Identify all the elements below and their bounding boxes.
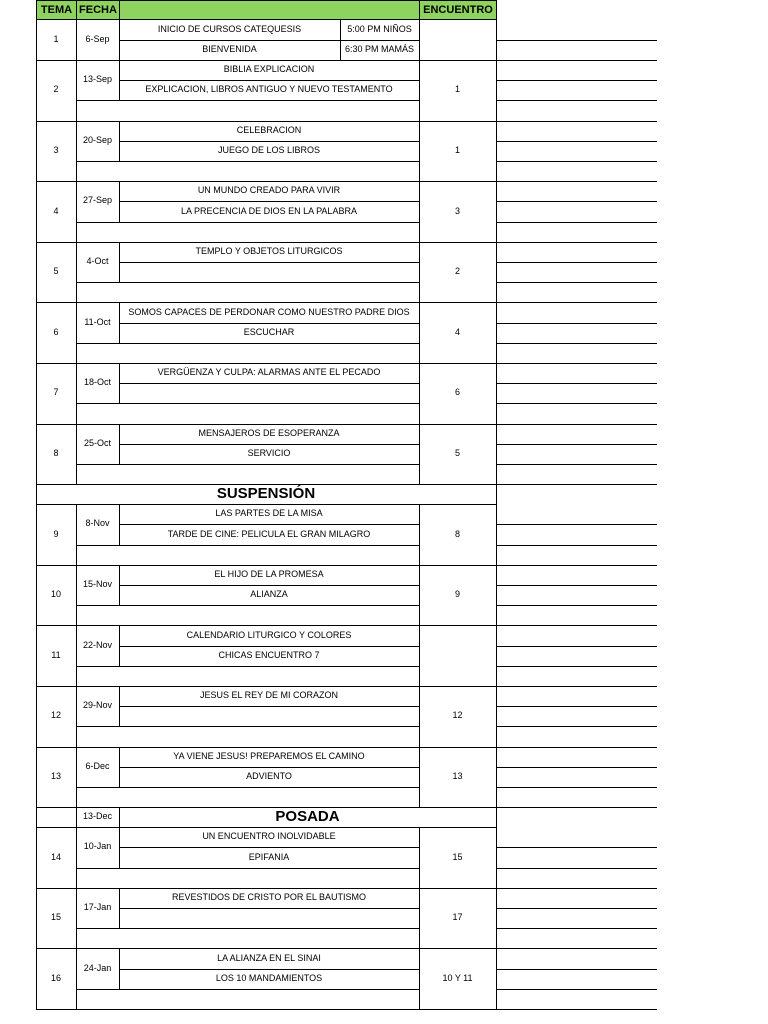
grid-line xyxy=(76,242,77,303)
grid-line xyxy=(76,787,419,788)
grid-line xyxy=(119,565,120,605)
grid-line xyxy=(496,262,657,263)
activity-line-2: LOS 10 MANDAMIENTOS xyxy=(215,972,323,983)
grid-line xyxy=(119,444,419,445)
grid-line xyxy=(419,948,420,1009)
fecha-cell: 25-Oct xyxy=(83,437,111,448)
grid-line xyxy=(119,767,419,768)
grid-line xyxy=(419,20,420,60)
activity-line-2: TARDE DE CINE: PELICULA EL GRAN MILAGRO xyxy=(167,528,371,539)
activity-line-2 xyxy=(119,706,419,726)
fecha-cell: 27-Sep xyxy=(82,195,113,206)
grid-line xyxy=(419,60,420,121)
grid-line xyxy=(119,706,419,707)
grid-line xyxy=(36,424,496,425)
grid-line xyxy=(76,888,77,949)
grid-line xyxy=(496,666,657,667)
grid-line xyxy=(76,605,419,606)
grid-line xyxy=(119,424,120,464)
activity-line-1: CALENDARIO LITURGICO Y COLORES xyxy=(186,629,352,640)
grid-line xyxy=(419,565,420,626)
fecha-cell: 13-Sep xyxy=(82,74,113,85)
grid-line xyxy=(36,242,496,243)
activity-line-2: CHICAS ENCUENTRO 7 xyxy=(218,649,320,660)
grid-line xyxy=(419,747,420,808)
grid-line xyxy=(119,504,120,544)
grid-line xyxy=(36,504,496,505)
grid-line xyxy=(119,847,419,848)
grid-line xyxy=(36,565,496,566)
activity-line-1: SOMOS CAPACES DE PERDONAR COMO NUESTRO PADRE DIOS xyxy=(128,306,410,317)
grid-line xyxy=(496,323,657,324)
grid-line xyxy=(76,20,77,60)
grid-line xyxy=(496,242,657,243)
tema-cell: 15 xyxy=(50,912,61,923)
tema-cell: 1 xyxy=(53,34,59,45)
grid-line xyxy=(419,302,420,363)
activity-line-1: LAS PARTES DE LA MISA xyxy=(215,508,323,519)
grid-line xyxy=(496,928,657,929)
activity-line-2 xyxy=(119,383,419,403)
grid-line xyxy=(496,747,657,748)
activity-line-2: ADVIENTO xyxy=(246,770,292,781)
tema-cell: 16 xyxy=(50,972,61,983)
tema-cell: 4 xyxy=(53,205,59,216)
grid-line xyxy=(76,625,77,686)
grid-line xyxy=(496,948,657,949)
encuentro-cell: 15 xyxy=(452,851,463,862)
grid-line xyxy=(76,60,77,121)
grid-line xyxy=(496,807,657,808)
grid-line xyxy=(496,1009,657,1010)
grid-line xyxy=(496,161,657,162)
grid-line xyxy=(119,585,419,586)
fecha-cell: 24-Jan xyxy=(83,962,112,973)
tema-cell: 3 xyxy=(53,144,59,155)
encuentro-cell xyxy=(419,20,496,60)
activity-line-1: EL HIJO DE LA PROMESA xyxy=(214,568,324,579)
grid-line xyxy=(119,686,120,726)
activity-line-2: ESCUCHAR xyxy=(243,326,295,337)
encuentro-cell: 3 xyxy=(454,205,460,216)
grid-line xyxy=(36,948,496,949)
grid-line xyxy=(36,807,496,808)
grid-line xyxy=(76,464,419,465)
grid-line xyxy=(36,625,496,626)
grid-line xyxy=(119,524,419,525)
grid-line xyxy=(496,969,657,970)
grid-line xyxy=(419,363,420,424)
grid-line xyxy=(76,222,419,223)
grid-line xyxy=(496,121,657,122)
grid-line xyxy=(419,424,420,485)
grid-line xyxy=(496,726,657,727)
grid-line xyxy=(496,484,657,485)
grid-line xyxy=(496,444,657,445)
grid-line xyxy=(496,181,657,182)
grid-line xyxy=(496,646,657,647)
grid-line xyxy=(496,565,657,566)
encuentro-cell: 1 xyxy=(454,144,460,155)
grid-line xyxy=(76,948,77,1009)
grid-line xyxy=(419,121,420,182)
tema-cell: 5 xyxy=(53,266,59,277)
grid-line xyxy=(36,1009,496,1010)
tema-cell: 14 xyxy=(50,851,61,862)
grid-line xyxy=(496,302,657,303)
grid-line xyxy=(119,80,419,81)
fecha-cell: 18-Oct xyxy=(83,377,111,388)
grid-line xyxy=(119,20,120,60)
activity-line-1: CELEBRACION xyxy=(236,124,302,135)
grid-line xyxy=(119,60,120,100)
encuentro-cell xyxy=(419,625,496,686)
grid-line xyxy=(119,969,419,970)
encuentro-cell: 9 xyxy=(454,589,460,600)
activity-line-2: ALIANZA xyxy=(250,589,288,600)
time-cell: 5:00 PM NIÑOS xyxy=(347,24,412,35)
section-suspension: SUSPENSIÓN xyxy=(216,484,316,502)
grid-line xyxy=(119,363,120,403)
grid-line xyxy=(340,20,341,60)
grid-line xyxy=(36,827,496,828)
fecha-cell: 22-Nov xyxy=(82,639,112,650)
encuentro-cell: 4 xyxy=(454,326,460,337)
grid-line xyxy=(119,383,419,384)
fecha-cell: 6-Dec xyxy=(85,760,110,771)
tema-cell: 10 xyxy=(50,589,61,600)
grid-line xyxy=(76,868,419,869)
activity-line-1: UN MUNDO CREADO PARA VIVIR xyxy=(197,185,341,196)
grid-line xyxy=(76,989,419,990)
grid-line xyxy=(496,40,657,41)
grid-line xyxy=(496,0,497,1009)
tema-cell: 12 xyxy=(50,710,61,721)
grid-line xyxy=(76,403,419,404)
encuentro-cell: 2 xyxy=(454,266,460,277)
grid-line xyxy=(36,0,37,1009)
grid-line xyxy=(496,908,657,909)
grid-line xyxy=(36,60,496,61)
grid-line xyxy=(36,181,496,182)
grid-line xyxy=(496,363,657,364)
activity-line-2: JUEGO DE LOS LIBROS xyxy=(217,144,321,155)
activity-line-2: EXPLICACION, LIBROS ANTIGUO Y NUEVO TESTAMENTO xyxy=(145,84,393,95)
encuentro-cell: 12 xyxy=(452,710,463,721)
grid-line xyxy=(496,403,657,404)
tema-cell: 8 xyxy=(53,447,59,458)
grid-line xyxy=(36,302,496,303)
activity-line-2 xyxy=(119,908,419,928)
grid-line xyxy=(119,908,419,909)
encuentro-cell: 1 xyxy=(454,84,460,95)
grid-line xyxy=(496,625,657,626)
header-fecha: FECHA xyxy=(76,0,120,20)
fecha-cell: 6-Sep xyxy=(85,34,110,45)
grid-line xyxy=(419,686,420,747)
grid-line xyxy=(76,161,419,162)
grid-line xyxy=(76,100,419,101)
grid-line xyxy=(36,121,496,122)
grid-line xyxy=(76,343,419,344)
activity-line-1: INICIO DE CURSOS CATEQUESIS xyxy=(157,24,302,35)
tema-cell: 9 xyxy=(53,528,59,539)
grid-line xyxy=(119,747,120,787)
grid-line xyxy=(496,524,657,525)
grid-line xyxy=(496,989,657,990)
tema-cell: 11 xyxy=(51,649,61,660)
grid-line xyxy=(76,666,419,667)
encuentro-cell: 10 Y 11 xyxy=(442,972,473,983)
fecha-cell: 11-Oct xyxy=(84,316,111,327)
grid-line xyxy=(36,686,496,687)
encuentro-cell: 5 xyxy=(454,447,460,458)
grid-line xyxy=(496,767,657,768)
grid-line xyxy=(496,545,657,546)
fecha-cell: 17-Jan xyxy=(83,902,112,913)
fecha-cell: 4-Oct xyxy=(86,256,109,267)
tema-cell: 6 xyxy=(53,326,59,337)
grid-line xyxy=(76,807,77,827)
grid-line xyxy=(419,827,420,888)
grid-line xyxy=(496,706,657,707)
grid-line xyxy=(76,928,419,929)
header-title xyxy=(119,0,420,20)
tema-cell: 2 xyxy=(53,84,59,95)
grid-line xyxy=(496,686,657,687)
activity-line-1: MENSAJEROS DE ESOPERANZA xyxy=(198,427,340,438)
grid-line xyxy=(76,726,419,727)
grid-line xyxy=(119,827,120,867)
grid-line xyxy=(496,100,657,101)
grid-line xyxy=(119,948,120,988)
grid-line xyxy=(76,686,77,747)
grid-line xyxy=(76,282,419,283)
encuentro-cell: 8 xyxy=(454,528,460,539)
grid-line xyxy=(496,282,657,283)
grid-line xyxy=(76,565,77,626)
grid-line xyxy=(496,141,657,142)
grid-line xyxy=(496,343,657,344)
grid-line xyxy=(76,747,77,808)
activity-line-1: YA VIENE JESUS! PREPAREMOS EL CAMINO xyxy=(173,750,365,761)
grid-line xyxy=(76,827,77,888)
grid-line xyxy=(496,464,657,465)
grid-line xyxy=(36,363,496,364)
activity-line-2: LA PRECENCIA DE DIOS EN LA PALABRA xyxy=(181,205,357,216)
time-cell: 6:30 PM MAMÁS xyxy=(344,44,415,55)
activity-line-2: SERVICIO xyxy=(247,447,291,458)
activity-line-1: VERGÜENZA Y CULPA: ALARMAS ANTE EL PECADO xyxy=(157,367,381,378)
activity-line-1: REVESTIDOS DE CRISTO POR EL BAUTISMO xyxy=(171,891,367,902)
grid-line xyxy=(119,625,120,665)
activity-line-2 xyxy=(119,262,419,282)
activity-line-1: LA ALIANZA EN EL SINAI xyxy=(217,952,321,963)
activity-line-1: UN ENCUENTRO INOLVIDABLE xyxy=(202,831,336,842)
tema-cell: 13 xyxy=(50,770,61,781)
header-tema: TEMA xyxy=(36,0,77,20)
grid-line xyxy=(496,847,657,848)
grid-line xyxy=(496,787,657,788)
grid-line xyxy=(419,625,420,686)
grid-line xyxy=(119,181,120,221)
grid-line xyxy=(496,222,657,223)
posada-fecha: 13-Dec xyxy=(82,811,112,822)
activity-line-2: BIENVENIDA xyxy=(202,44,257,55)
activity-line-1: JESUS EL REY DE MI CORAZON xyxy=(199,690,339,701)
grid-line xyxy=(496,60,657,61)
grid-line xyxy=(496,201,657,202)
grid-line xyxy=(419,888,420,949)
header-encuentro: ENCUENTRO xyxy=(419,0,497,20)
grid-line xyxy=(119,201,419,202)
grid-line xyxy=(496,605,657,606)
grid-line xyxy=(119,646,419,647)
grid-line xyxy=(36,747,496,748)
grid-line xyxy=(119,888,120,928)
grid-line xyxy=(76,504,77,565)
section-posada: POSADA xyxy=(275,807,340,825)
grid-line xyxy=(76,121,77,182)
fecha-cell: 15-Nov xyxy=(82,579,112,590)
grid-line xyxy=(119,141,419,142)
grid-line xyxy=(36,484,496,485)
grid-line xyxy=(36,888,496,889)
grid-line xyxy=(496,383,657,384)
grid-line xyxy=(119,262,419,263)
activity-line-1: BIBLIA EXPLICACION xyxy=(223,64,315,75)
grid-line xyxy=(496,585,657,586)
grid-line xyxy=(119,807,120,827)
grid-line xyxy=(419,242,420,303)
grid-line xyxy=(119,121,120,161)
grid-line xyxy=(76,181,77,242)
activity-line-2: EPIFANIA xyxy=(248,851,290,862)
encuentro-cell: 13 xyxy=(452,770,463,781)
fecha-cell: 20-Sep xyxy=(82,134,113,145)
grid-line xyxy=(496,888,657,889)
grid-line xyxy=(496,424,657,425)
fecha-cell: 10-Jan xyxy=(83,841,112,852)
grid-line xyxy=(119,40,419,41)
grid-line xyxy=(76,302,77,363)
encuentro-cell: 6 xyxy=(454,387,460,398)
grid-line xyxy=(76,424,77,485)
activity-line-1: TEMPLO Y OBJETOS LITURGICOS xyxy=(195,245,343,256)
grid-line xyxy=(419,181,420,242)
grid-line xyxy=(496,80,657,81)
grid-line xyxy=(119,302,120,342)
grid-line xyxy=(419,504,420,565)
grid-line xyxy=(119,323,419,324)
grid-line xyxy=(76,545,419,546)
encuentro-cell: 17 xyxy=(452,912,463,923)
grid-line xyxy=(119,242,120,282)
grid-line xyxy=(496,868,657,869)
tema-cell: 7 xyxy=(53,387,59,398)
fecha-cell: 29-Nov xyxy=(82,700,112,711)
grid-line xyxy=(76,363,77,424)
fecha-cell: 8-Nov xyxy=(85,518,110,529)
